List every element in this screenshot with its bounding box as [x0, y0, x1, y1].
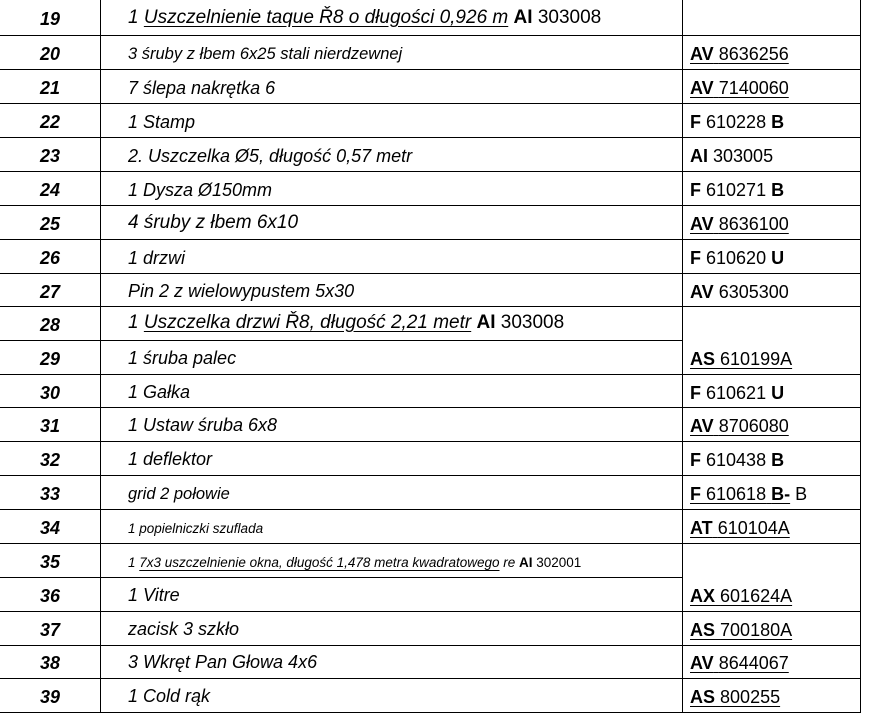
row-number: 26: [39, 248, 61, 268]
row-number: 20: [39, 44, 61, 64]
row-description: 1 deflektor: [128, 449, 213, 469]
part-code: AV 8636100: [690, 214, 789, 234]
row-description: 1 popielniczki szuflada: [128, 521, 264, 536]
row-number: 28: [39, 315, 61, 335]
row-description: 2. Uszczelka Ø5, długość 0,57 metr: [128, 146, 413, 166]
row-number: 23: [39, 146, 61, 166]
row-separator: [0, 374, 860, 375]
row-separator: [0, 137, 860, 138]
row-description: 1 śruba palec: [128, 348, 237, 368]
column-separator: [682, 0, 683, 713]
part-code: F 610618 B- B: [690, 484, 808, 504]
row-description: 3 śruby z łbem 6x25 stali nierdzewnej: [128, 45, 403, 63]
part-code: F 610438 B: [690, 450, 785, 470]
part-code: AV 8706080: [690, 416, 789, 436]
part-code: AV 8636256: [690, 44, 789, 64]
row-separator: [0, 205, 860, 206]
part-code: F 610271 B: [690, 180, 785, 200]
part-code: AS 800255: [690, 687, 781, 707]
column-separator: [100, 0, 101, 713]
row-number: 30: [39, 383, 61, 403]
row-description: 1 Stamp: [128, 112, 196, 132]
row-separator: [0, 509, 860, 510]
row-number: 35: [39, 552, 61, 572]
row-description: 1 Dysza Ø150mm: [128, 180, 273, 200]
row-separator: [0, 475, 860, 476]
part-code: F 610621 U: [690, 383, 785, 403]
row-description: 1 Ustaw śruba 6x8: [128, 415, 278, 435]
row-separator: [0, 340, 682, 341]
row-separator: [0, 407, 860, 408]
row-number: 39: [39, 687, 61, 707]
row-separator: [0, 171, 860, 172]
row-description: 1 drzwi: [128, 248, 186, 268]
part-code: AV 6305300: [690, 282, 789, 302]
row-separator: [0, 273, 860, 274]
row-number: 32: [39, 450, 61, 470]
row-number: 21: [39, 78, 61, 98]
row-description: Pin 2 z wielowypustem 5x30: [128, 281, 355, 301]
row-separator: [0, 645, 860, 646]
row-description: 7 ślepa nakrętka 6: [128, 78, 276, 98]
row-number: 36: [39, 586, 61, 606]
part-code: F 610620 U: [690, 248, 785, 268]
row-separator: [0, 678, 860, 679]
row-description: 1 Uszczelka drzwi Ř8, długość 2,21 metr AI 303008: [128, 312, 565, 333]
row-number: 22: [39, 112, 61, 132]
row-number: 34: [39, 518, 61, 538]
row-description: 4 śruby z łbem 6x10: [128, 212, 299, 233]
row-number: 19: [39, 9, 61, 29]
row-description: zacisk 3 szkło: [128, 619, 240, 639]
row-separator: [0, 239, 860, 240]
row-separator: [0, 712, 860, 713]
row-separator: [0, 611, 860, 612]
row-separator: [0, 69, 860, 70]
row-number: 24: [39, 180, 61, 200]
part-code: AX 601624A: [690, 586, 793, 606]
row-number: 27: [39, 282, 61, 302]
row-description: grid 2 połowie: [128, 485, 230, 503]
row-number: 37: [39, 620, 61, 640]
row-description: 1 Vitre: [128, 585, 180, 605]
part-code: F 610228 B: [690, 112, 785, 132]
row-separator: [0, 543, 860, 544]
row-description: 1 Gałka: [128, 382, 191, 402]
row-description: 1 Cold rąk: [128, 686, 211, 706]
row-description: 1 7x3 uszczelnienie okna, długość 1,478 metra kwadratowego re AI 302001: [128, 555, 582, 570]
row-number: 31: [39, 416, 61, 436]
part-code: AT 610104A: [690, 518, 790, 538]
row-separator: [0, 441, 860, 442]
row-description: 1 Uszczelnienie taque Ř8 o długości 0,926 m AI 303008: [128, 7, 602, 28]
part-code: AV 7140060: [690, 78, 789, 98]
row-separator: [0, 577, 682, 578]
part-code: AI 303005: [690, 146, 774, 166]
row-separator: [0, 103, 860, 104]
row-description: 3 Wkręt Pan Głowa 4x6: [128, 652, 318, 672]
part-code: AV 8644067: [690, 653, 789, 673]
row-number: 38: [39, 653, 61, 673]
column-separator: [860, 0, 861, 713]
part-code: AS 610199A: [690, 349, 793, 369]
row-number: 25: [39, 214, 61, 234]
row-number: 29: [39, 349, 61, 369]
row-separator: [0, 35, 860, 36]
part-code: AS 700180A: [690, 620, 793, 640]
row-separator: [0, 306, 860, 307]
row-number: 33: [39, 484, 61, 504]
